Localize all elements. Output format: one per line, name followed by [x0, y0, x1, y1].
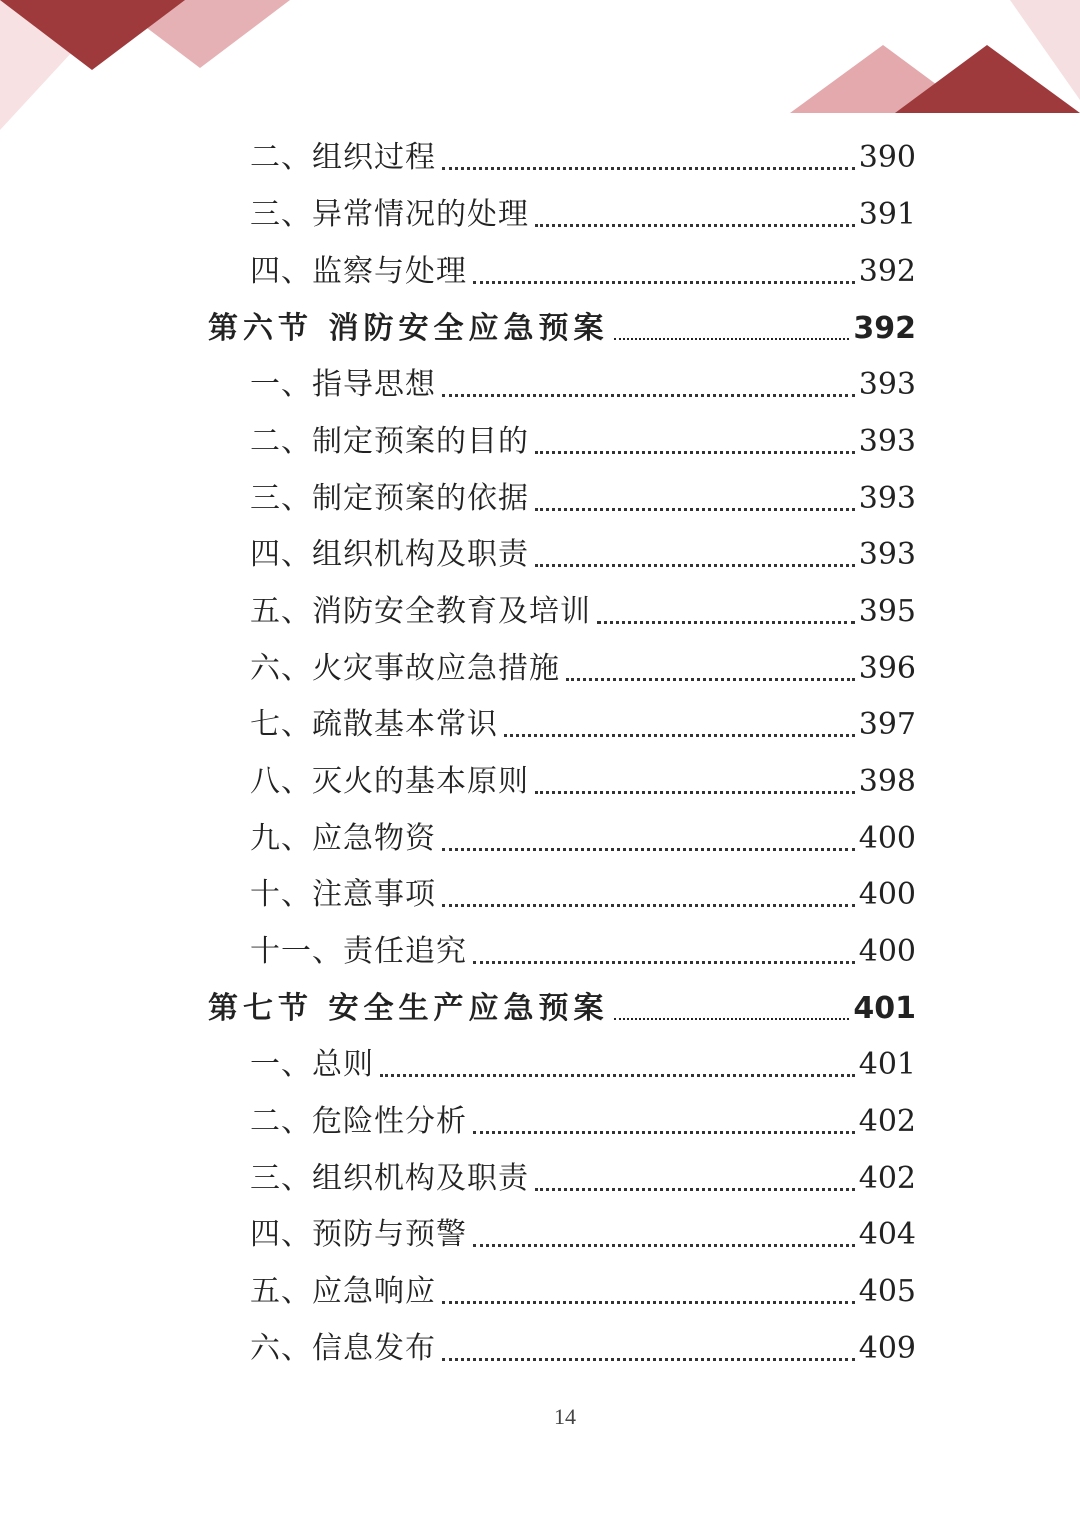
toc-entry-page: 409	[858, 1331, 916, 1366]
header-decoration	[0, 0, 1080, 140]
toc-entry-page: 395	[858, 594, 916, 629]
toc-entry[interactable]	[250, 1155, 916, 1203]
toc-entry-title: 六、火灾事故应急措施	[250, 651, 560, 686]
dot-leader	[614, 338, 849, 340]
toc-entry-page: 404	[858, 1217, 916, 1252]
toc-entry[interactable]	[250, 248, 916, 296]
dot-leader	[504, 734, 855, 737]
toc-entry-page: 391	[858, 197, 916, 232]
toc-entry-page: 402	[858, 1161, 916, 1196]
toc-entry[interactable]	[250, 701, 916, 749]
toc-entry-title: 三、组织机构及职责	[250, 1161, 529, 1196]
toc-entry-page: 398	[858, 764, 916, 799]
toc-entry[interactable]	[250, 191, 916, 239]
toc-entry[interactable]	[250, 1041, 916, 1089]
toc-entry-page: 393	[858, 424, 916, 459]
dot-leader	[473, 1244, 855, 1247]
toc-entry-title: 四、预防与预警	[250, 1217, 467, 1252]
toc-entry-title: 九、应急物资	[250, 821, 436, 856]
dot-leader	[535, 508, 855, 511]
toc-entry[interactable]	[250, 645, 916, 693]
toc-entry-title: 四、组织机构及职责	[250, 537, 529, 572]
toc-entry[interactable]	[250, 418, 916, 466]
toc-entry[interactable]	[250, 475, 916, 523]
dot-leader	[442, 394, 855, 397]
page-number: 14	[554, 1404, 576, 1429]
toc-entry-title: 八、灭火的基本原则	[250, 764, 529, 799]
toc-entry[interactable]	[250, 1268, 916, 1316]
toc-entry-title: 七、疏散基本常识	[250, 707, 498, 742]
toc-entry[interactable]	[250, 871, 916, 919]
dot-leader	[442, 167, 855, 170]
toc-entry[interactable]	[250, 1211, 916, 1259]
dot-leader	[473, 1131, 855, 1134]
toc-entry[interactable]	[250, 531, 916, 579]
dot-leader	[597, 621, 855, 624]
toc-entry-title: 三、异常情况的处理	[250, 197, 529, 232]
dot-leader	[535, 1188, 855, 1191]
dot-leader	[566, 678, 855, 681]
toc-entry-title: 三、制定预案的依据	[250, 481, 529, 516]
toc-entry-page: 396	[858, 651, 916, 686]
toc-section-title: 第六节 消防安全应急预案	[208, 311, 609, 346]
toc-section-heading[interactable]	[208, 985, 916, 1033]
toc-entry-title: 六、信息发布	[250, 1331, 436, 1366]
toc-section-page: 401	[853, 991, 916, 1026]
toc-entry-page: 393	[858, 481, 916, 516]
toc-entry-page: 392	[858, 254, 916, 289]
dot-leader	[535, 224, 855, 227]
dot-leader	[380, 1074, 855, 1077]
toc-entry-title: 四、监察与处理	[250, 254, 467, 289]
toc-entry[interactable]	[250, 1325, 916, 1373]
dot-leader	[535, 451, 855, 454]
toc-entry-page: 400	[858, 934, 916, 969]
toc-entry-title: 一、指导思想	[250, 367, 436, 402]
toc-section-title: 第七节 安全生产应急预案	[208, 991, 609, 1026]
toc-entry-title: 十一、责任追究	[250, 934, 467, 969]
dot-leader	[442, 1358, 855, 1361]
dot-leader	[442, 848, 855, 851]
toc-entry-title: 五、应急响应	[250, 1274, 436, 1309]
toc-entry-title: 二、组织过程	[250, 140, 436, 175]
toc-entry[interactable]	[250, 815, 916, 863]
toc-entry-page: 397	[858, 707, 916, 742]
toc-entry-title: 五、消防安全教育及培训	[250, 594, 591, 629]
toc-entry-page: 402	[858, 1104, 916, 1139]
toc-entry-page: 401	[858, 1047, 916, 1082]
toc-entry[interactable]	[250, 1098, 916, 1146]
toc-entry-title: 二、危险性分析	[250, 1104, 467, 1139]
toc-entry[interactable]	[250, 134, 916, 182]
toc-section-page: 392	[853, 311, 916, 346]
toc-entry-page: 390	[858, 140, 916, 175]
dot-leader	[473, 961, 855, 964]
toc-entry[interactable]	[250, 758, 916, 806]
toc-entry-page: 405	[858, 1274, 916, 1309]
dot-leader	[614, 1018, 849, 1020]
dot-leader	[473, 281, 855, 284]
toc-entry-page: 400	[858, 821, 916, 856]
toc-entry[interactable]	[250, 588, 916, 636]
dot-leader	[442, 1301, 855, 1304]
toc-entry[interactable]	[250, 361, 916, 409]
toc-entry[interactable]	[250, 928, 916, 976]
toc-entry-page: 393	[858, 367, 916, 402]
toc-entry-title: 二、制定预案的目的	[250, 424, 529, 459]
toc-entry-page: 400	[858, 877, 916, 912]
dot-leader	[535, 564, 855, 567]
toc-entry-title: 十、注意事项	[250, 877, 436, 912]
toc-entry-title: 一、总则	[250, 1047, 374, 1082]
toc-entry-page: 393	[858, 537, 916, 572]
toc-section-heading[interactable]	[208, 305, 916, 353]
dot-leader	[442, 904, 855, 907]
dot-leader	[535, 791, 855, 794]
